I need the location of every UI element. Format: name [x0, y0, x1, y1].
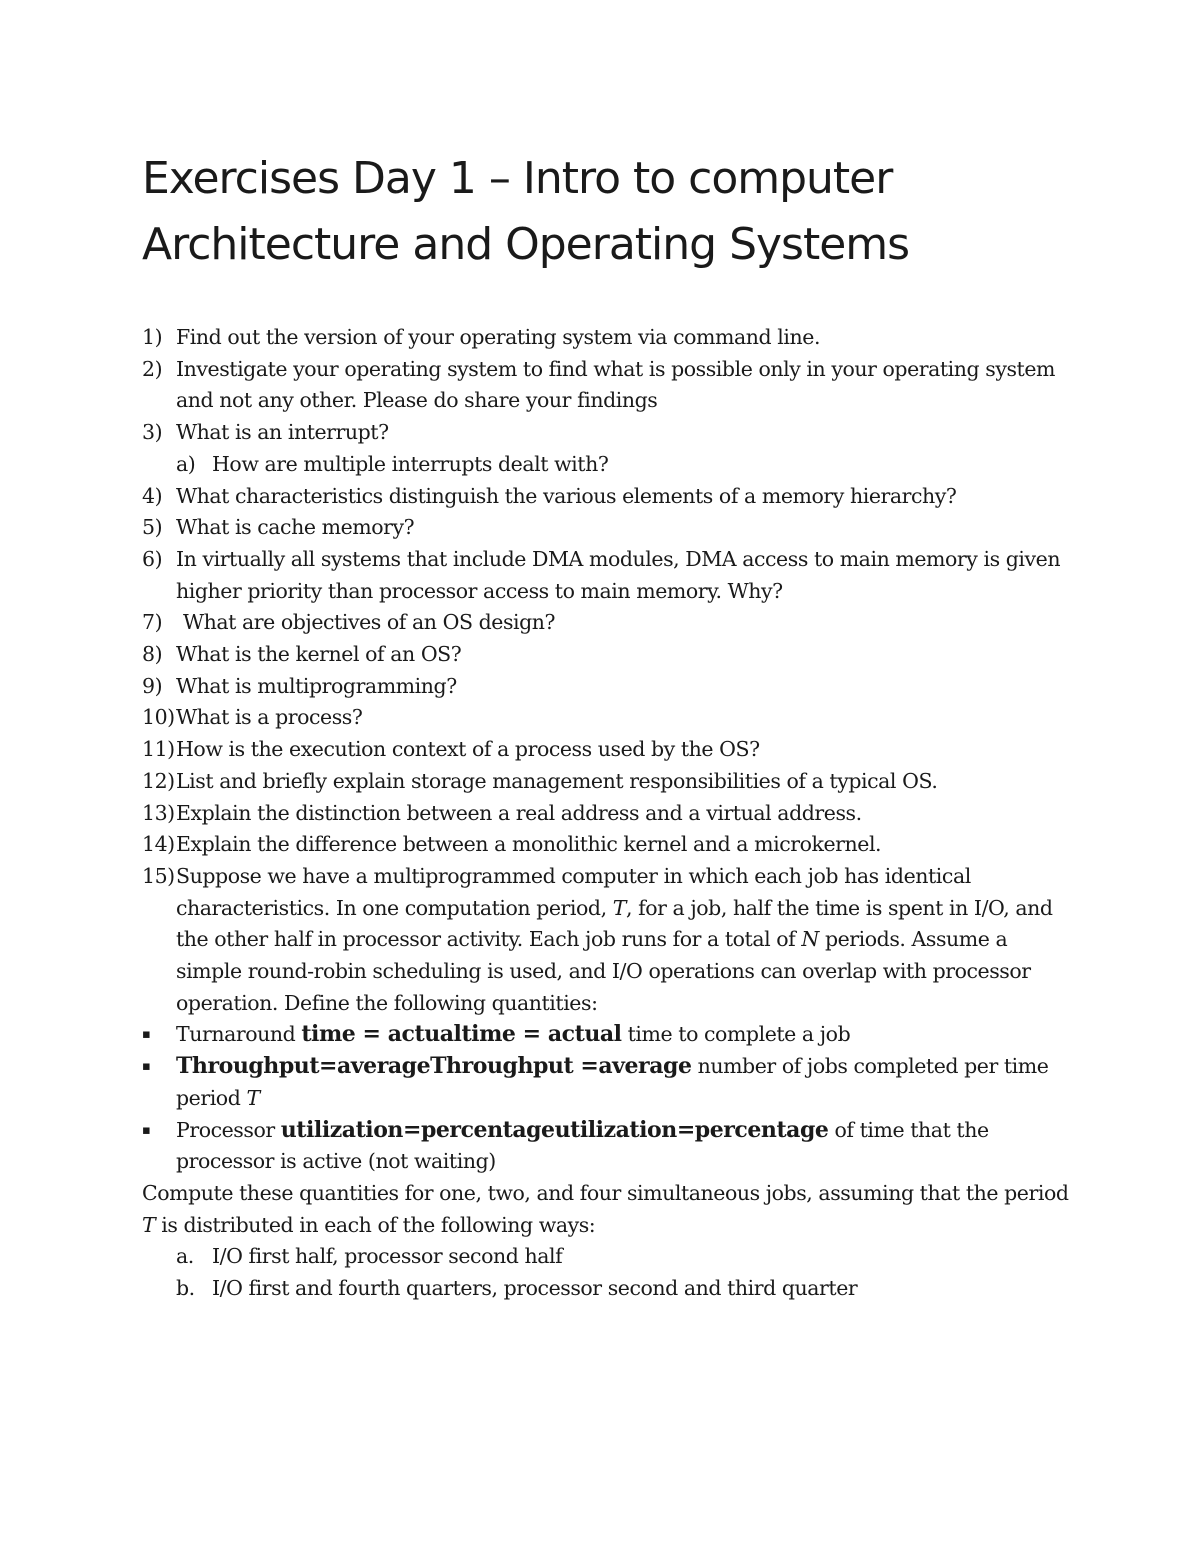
item-number: 10) — [142, 705, 175, 730]
bullet-text-part: Turnaround — [176, 1022, 302, 1047]
bullet-text-part: time to complete a job — [621, 1022, 851, 1047]
paragraph-text-part: Compute these quantities for one, two, and four simultaneous jobs, assuming that the period — [142, 1180, 1069, 1205]
item-number: 5) — [142, 515, 163, 540]
list-item — [142, 671, 1072, 703]
item-number: 11) — [142, 737, 175, 762]
bullet-bold-term: Throughput=averageThroughput =average — [176, 1053, 692, 1080]
list-item — [142, 607, 1072, 639]
item-number: 8) — [142, 642, 163, 667]
item-text: List and briefly explain storage management responsibilities of a typical OS. — [176, 768, 938, 793]
item-text: How are multiple interrupts dealt with? — [212, 451, 609, 476]
period-variable: T — [142, 1212, 156, 1237]
periods-variable: N — [801, 927, 819, 952]
item-text: How is the execution context of a process used by the OS? — [176, 737, 760, 762]
bullet-icon: ▪ — [142, 1027, 151, 1043]
item-number: 2) — [142, 356, 163, 381]
item-text-part: Suppose we have a multiprogrammed computer in which each job has identical characteristics. In one computation period, — [176, 863, 971, 920]
bullet-text-part: Processor — [176, 1117, 281, 1142]
item-text-part: , for a job, half the time is spent in I/O, and the other half in processor activity. Each job runs for a total of — [176, 895, 1053, 952]
period-variable: T — [612, 895, 626, 920]
item-number: 12) — [142, 768, 175, 793]
item-letter: b. — [176, 1276, 195, 1301]
item-number: 13) — [142, 800, 175, 825]
item-letter: a. — [176, 1244, 194, 1269]
item-text: Investigate your operating system to find what is possible only in your operating system and not any other. Please do share your findings — [176, 356, 1055, 413]
list-item-15 — [142, 861, 1072, 1020]
option-item — [142, 1241, 1072, 1273]
item-number: 9) — [142, 673, 163, 698]
item-number: 3) — [142, 420, 163, 445]
item-text: What is cache memory? — [176, 515, 415, 540]
list-item — [142, 544, 1072, 607]
list-item — [142, 481, 1072, 513]
item-text: What is a process? — [176, 705, 363, 730]
list-item — [142, 829, 1072, 861]
bullet-bold-term: utilization=percentageutilization=percentage — [280, 1116, 829, 1143]
item-text: Explain the difference between a monolithic kernel and a microkernel. — [176, 832, 882, 857]
item-text: What characteristics distinguish the various elements of a memory hierarchy? — [176, 483, 957, 508]
list-item — [142, 354, 1072, 417]
item-text-part: periods. Assume a simple round-robin scheduling is used, and I/O operations can overlap with processor operation. Define the following quantities: — [176, 927, 1031, 1015]
list-item — [142, 417, 1072, 449]
item-text: In virtually all systems that include DMA modules, DMA access to main memory is given higher priority than processor access to main memory. Why? — [176, 546, 1061, 603]
item-number: a) — [176, 451, 196, 476]
paragraph-text-part: is distributed in each of the following ways: — [155, 1212, 596, 1237]
item-number: 1) — [142, 325, 163, 349]
list-item — [142, 639, 1072, 671]
bullet-icon: ▪ — [142, 1059, 151, 1075]
bullet-item-utilization — [142, 1115, 1072, 1178]
option-item — [142, 1273, 1072, 1305]
list-item — [142, 798, 1072, 830]
bullet-item-turnaround — [142, 1019, 1072, 1051]
item-text: What is multiprogramming? — [176, 673, 457, 698]
list-item — [142, 322, 1072, 354]
list-item — [142, 734, 1072, 766]
bullet-item-throughput — [142, 1051, 1072, 1114]
item-text: I/O first half, processor second half — [212, 1244, 563, 1269]
period-variable: T — [246, 1085, 260, 1110]
compute-paragraph — [142, 1178, 1072, 1241]
list-item — [142, 702, 1072, 734]
item-number: 15) — [142, 863, 175, 888]
bullet-text-part: number of jobs completed per time period — [176, 1054, 1049, 1110]
item-number: 4) — [142, 483, 163, 508]
bullet-bold-term: time = actualtime = actual — [301, 1021, 622, 1048]
exercise-list — [142, 322, 1072, 1305]
item-text: Explain the distinction between a real address and a virtual address. — [176, 800, 862, 825]
sub-list-item — [142, 449, 1072, 481]
item-text: What is the kernel of an OS? — [176, 642, 462, 667]
bullet-text-part: of time that the processor is active (not waiting) — [176, 1117, 989, 1174]
bullet-icon: ▪ — [142, 1122, 151, 1138]
item-text: Find out the version of your operating system via command line. — [176, 325, 821, 349]
item-number: 14) — [142, 832, 175, 857]
item-text: I/O first and fourth quarters, processor second and third quarter — [212, 1276, 858, 1301]
item-text: What are objectives of an OS design? — [183, 610, 556, 635]
list-item — [142, 766, 1072, 798]
item-text: What is an interrupt? — [176, 420, 389, 445]
list-item — [142, 512, 1072, 544]
item-number: 7) — [142, 610, 163, 635]
page-title: Exercises Day 1 – Intro to computer Architecture and Operating Systems — [142, 153, 910, 270]
item-number: 6) — [142, 546, 163, 571]
